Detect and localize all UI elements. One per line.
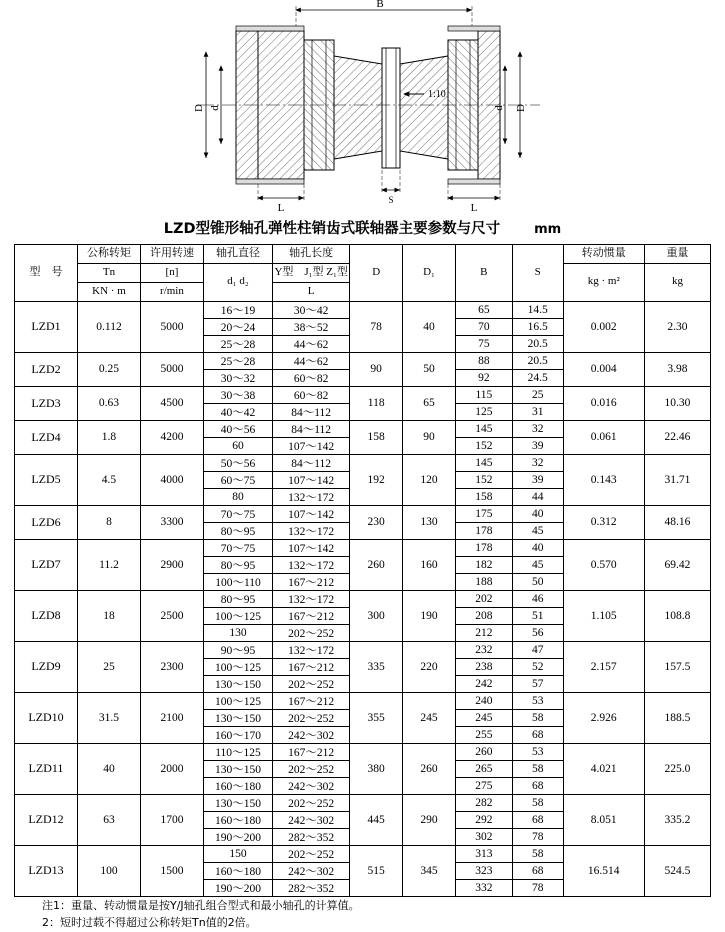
cell-bore-diameter: 40～42 (203, 403, 272, 420)
cell-S: 44 (512, 488, 563, 505)
cell-model: LZD11 (15, 743, 78, 794)
table-row (15, 301, 711, 318)
cell-speed: 5000 (140, 301, 203, 352)
cell-D1: 345 (403, 845, 456, 896)
cell-B: 232 (455, 641, 512, 658)
cell-S: 58 (512, 845, 563, 862)
cell-bore-length: 44～62 (273, 335, 350, 352)
cell-bore-diameter: 90～95 (203, 641, 272, 658)
cell-S: 47 (512, 641, 563, 658)
cell-B: 175 (455, 505, 512, 522)
table-row (15, 743, 711, 760)
cell-B: 158 (455, 488, 512, 505)
cell-bore-length: 202～252 (273, 845, 350, 862)
cell-model: LZD12 (15, 794, 78, 845)
note-line-1: 注1：重量、转动惯量是按Y/J轴孔组合型式和最小轴孔的计算值。 (42, 898, 360, 912)
cell-B: 238 (455, 658, 512, 675)
dim-label-D-left: D (193, 104, 205, 112)
cell-bore-diameter: 150 (203, 845, 272, 862)
cell-B: 92 (455, 369, 512, 386)
cell-S: 25 (512, 386, 563, 403)
cell-bore-length: 202～252 (273, 709, 350, 726)
cell-bore-diameter: 160～180 (203, 811, 272, 828)
cell-inertia: 4.021 (563, 743, 644, 794)
cell-bore-diameter: 30～38 (203, 386, 272, 403)
cell-torque: 8 (77, 505, 140, 539)
cell-B: 188 (455, 573, 512, 590)
cell-S: 46 (512, 590, 563, 607)
spec-table (14, 244, 711, 897)
cell-weight: 22.46 (644, 420, 710, 454)
cell-weight: 3.98 (644, 352, 710, 386)
header-bore-len: 轴孔长度 (273, 245, 350, 264)
coupling-drawing (0, 0, 725, 215)
cell-inertia: 0.061 (563, 420, 644, 454)
cell-D: 118 (350, 386, 403, 420)
cell-D: 445 (350, 794, 403, 845)
cell-weight: 225.0 (644, 743, 710, 794)
cell-S: 53 (512, 692, 563, 709)
cell-inertia: 0.143 (563, 454, 644, 505)
cell-torque: 0.112 (77, 301, 140, 352)
cell-speed: 4500 (140, 386, 203, 420)
table-header (15, 245, 711, 302)
cell-S: 78 (512, 879, 563, 896)
cell-torque: 0.63 (77, 386, 140, 420)
cell-torque: 11.2 (77, 539, 140, 590)
cell-B: 75 (455, 335, 512, 352)
cell-bore-length: 107～142 (273, 539, 350, 556)
cell-bore-diameter: 130～150 (203, 760, 272, 777)
table-row (15, 590, 711, 607)
cell-inertia: 0.002 (563, 301, 644, 352)
cell-S: 20.5 (512, 335, 563, 352)
page-title-unit: mm (534, 222, 562, 237)
cell-bore-diameter: 60 (203, 437, 272, 454)
cell-model: LZD3 (15, 386, 78, 420)
cell-B: 313 (455, 845, 512, 862)
cell-speed: 2500 (140, 590, 203, 641)
cell-bore-diameter: 40～56 (203, 420, 272, 437)
cell-S: 31 (512, 403, 563, 420)
cell-D: 260 (350, 539, 403, 590)
cell-D1: 50 (403, 352, 456, 386)
cell-bore-diameter: 25～28 (203, 352, 272, 369)
cell-B: 182 (455, 556, 512, 573)
cell-bore-length: 132～172 (273, 556, 350, 573)
cell-S: 57 (512, 675, 563, 692)
cell-weight: 188.5 (644, 692, 710, 743)
table-notes (0, 898, 725, 932)
cell-B: 65 (455, 301, 512, 318)
cell-bore-length: 107～142 (273, 471, 350, 488)
header-speed: 许用转速 (140, 245, 203, 264)
cell-S: 52 (512, 658, 563, 675)
cell-speed: 4200 (140, 420, 203, 454)
cell-B: 178 (455, 539, 512, 556)
cell-B: 245 (455, 709, 512, 726)
cell-B: 323 (455, 862, 512, 879)
cell-weight: 524.5 (644, 845, 710, 896)
cell-inertia: 8.051 (563, 794, 644, 845)
cell-bore-length: 60～82 (273, 369, 350, 386)
header-torque: 公称转矩 (77, 245, 140, 264)
cell-B: 145 (455, 420, 512, 437)
cell-bore-length: 242～302 (273, 777, 350, 794)
cell-bore-diameter: 80～95 (203, 590, 272, 607)
cell-torque: 1.8 (77, 420, 140, 454)
cell-D1: 220 (403, 641, 456, 692)
header-S: S (512, 245, 563, 302)
cell-B: 282 (455, 794, 512, 811)
header-speed-symbol: [n] (140, 263, 203, 282)
cell-bore-diameter: 80～95 (203, 522, 272, 539)
header-bore-len-symbol: L (273, 282, 350, 301)
dim-label-d1: d (209, 105, 221, 111)
table-row (15, 454, 711, 471)
header-bore-dia: 轴孔直径 (203, 245, 272, 264)
cell-B: 115 (455, 386, 512, 403)
cell-bore-length: 44～62 (273, 352, 350, 369)
cell-B: 178 (455, 522, 512, 539)
table-row (15, 845, 711, 862)
cell-weight: 31.71 (644, 454, 710, 505)
cell-bore-diameter: 190～200 (203, 879, 272, 896)
cell-bore-length: 38～52 (273, 318, 350, 335)
cell-B: 332 (455, 879, 512, 896)
cell-inertia: 0.312 (563, 505, 644, 539)
cell-speed: 5000 (140, 352, 203, 386)
cell-speed: 4000 (140, 454, 203, 505)
header-inertia-unit: kg · m² (563, 263, 644, 301)
cell-bore-diameter: 130 (203, 624, 272, 641)
cell-weight: 108.8 (644, 590, 710, 641)
cell-B: 292 (455, 811, 512, 828)
cell-bore-length: 242～302 (273, 862, 350, 879)
cell-bore-diameter: 70～75 (203, 505, 272, 522)
cell-S: 68 (512, 862, 563, 879)
cell-bore-length: 282～352 (273, 828, 350, 845)
cell-B: 125 (455, 403, 512, 420)
cell-S: 58 (512, 794, 563, 811)
cell-model: LZD5 (15, 454, 78, 505)
cell-speed: 2300 (140, 641, 203, 692)
cell-B: 265 (455, 760, 512, 777)
cell-D: 158 (350, 420, 403, 454)
cell-speed: 1500 (140, 845, 203, 896)
header-inertia: 转动惯量 (563, 245, 644, 264)
cell-bore-length: 167～212 (273, 743, 350, 760)
cell-S: 68 (512, 811, 563, 828)
cell-speed: 2100 (140, 692, 203, 743)
cell-speed: 1700 (140, 794, 203, 845)
cell-inertia: 2.157 (563, 641, 644, 692)
cell-S: 45 (512, 522, 563, 539)
cell-bore-diameter: 80 (203, 488, 272, 505)
cell-bore-diameter: 130～150 (203, 794, 272, 811)
cell-model: LZD2 (15, 352, 78, 386)
cell-bore-diameter: 110～125 (203, 743, 272, 760)
cell-weight: 48.16 (644, 505, 710, 539)
cell-bore-diameter: 30～32 (203, 369, 272, 386)
cell-B: 70 (455, 318, 512, 335)
cell-weight: 10.30 (644, 386, 710, 420)
header-torque-unit: KN · m (77, 282, 140, 301)
coupling-drawing-svg (0, 0, 725, 215)
cell-bore-diameter: 50～56 (203, 454, 272, 471)
cell-bore-diameter: 25～28 (203, 335, 272, 352)
cell-inertia: 16.514 (563, 845, 644, 896)
cell-bore-length: 282～352 (273, 879, 350, 896)
dim-label-L-right: L (470, 202, 478, 214)
cell-weight: 157.5 (644, 641, 710, 692)
cell-D: 78 (350, 301, 403, 352)
cell-bore-diameter: 130～150 (203, 709, 272, 726)
cell-S: 58 (512, 760, 563, 777)
cell-model: LZD13 (15, 845, 78, 896)
cell-D1: 290 (403, 794, 456, 845)
cell-D1: 260 (403, 743, 456, 794)
cell-S: 40 (512, 505, 563, 522)
dim-label-d2: d (493, 105, 505, 111)
dim-label-S: S (388, 195, 394, 205)
cell-torque: 0.25 (77, 352, 140, 386)
cell-D: 515 (350, 845, 403, 896)
cell-bore-length: 84～112 (273, 403, 350, 420)
cell-S: 68 (512, 726, 563, 743)
cell-bore-diameter: 100～125 (203, 607, 272, 624)
cell-speed: 2000 (140, 743, 203, 794)
cell-speed: 2900 (140, 539, 203, 590)
taper-label: 1:10 (428, 89, 446, 100)
cell-S: 32 (512, 420, 563, 437)
table-row (15, 539, 711, 556)
cell-bore-length: 107～142 (273, 437, 350, 454)
cell-S: 50 (512, 573, 563, 590)
cell-D: 230 (350, 505, 403, 539)
cell-D: 380 (350, 743, 403, 794)
cell-D1: 160 (403, 539, 456, 590)
cell-D: 355 (350, 692, 403, 743)
cell-weight: 69.42 (644, 539, 710, 590)
cell-S: 32 (512, 454, 563, 471)
cell-D1: 130 (403, 505, 456, 539)
cell-bore-length: 132～172 (273, 641, 350, 658)
cell-inertia: 1.105 (563, 590, 644, 641)
cell-B: 275 (455, 777, 512, 794)
note-line-2: 2：短时过载不得超过公称转矩Tn值的2倍。 (42, 916, 257, 930)
cell-S: 58 (512, 709, 563, 726)
cell-S: 45 (512, 556, 563, 573)
table-row (15, 641, 711, 658)
cell-D: 300 (350, 590, 403, 641)
cell-torque: 100 (77, 845, 140, 896)
header-D1: D₁ (403, 245, 456, 302)
cell-B: 152 (455, 471, 512, 488)
cell-bore-length: 167～212 (273, 658, 350, 675)
table-row (15, 352, 711, 369)
header-torque-symbol: Tn (77, 263, 140, 282)
cell-bore-diameter: 100～125 (203, 658, 272, 675)
cell-bore-length: 30～42 (273, 301, 350, 318)
cell-D1: 65 (403, 386, 456, 420)
header-weight-unit: kg (644, 263, 710, 301)
cell-B: 208 (455, 607, 512, 624)
cell-D: 90 (350, 352, 403, 386)
cell-S: 14.5 (512, 301, 563, 318)
cell-bore-diameter: 130～150 (203, 675, 272, 692)
cell-inertia: 0.016 (563, 386, 644, 420)
cell-bore-diameter: 16～19 (203, 301, 272, 318)
cell-bore-length: 202～252 (273, 675, 350, 692)
cell-B: 240 (455, 692, 512, 709)
cell-D1: 190 (403, 590, 456, 641)
cell-bore-length: 60～82 (273, 386, 350, 403)
cell-bore-diameter: 60～75 (203, 471, 272, 488)
cell-bore-length: 167～212 (273, 607, 350, 624)
cell-B: 260 (455, 743, 512, 760)
cell-bore-length: 84～112 (273, 454, 350, 471)
cell-bore-length: 132～172 (273, 590, 350, 607)
cell-torque: 31.5 (77, 692, 140, 743)
page-title-text: LZD型锥形轴孔弹性柱销齿式联轴器主要参数与尺寸 (163, 221, 501, 237)
cell-S: 16.5 (512, 318, 563, 335)
cell-torque: 4.5 (77, 454, 140, 505)
table-row (15, 505, 711, 522)
cell-S: 68 (512, 777, 563, 794)
dim-label-B: B (376, 0, 384, 10)
table-row (15, 692, 711, 709)
cell-B: 152 (455, 437, 512, 454)
cell-D: 335 (350, 641, 403, 692)
cell-inertia: 0.004 (563, 352, 644, 386)
cell-S: 39 (512, 471, 563, 488)
cell-model: LZD9 (15, 641, 78, 692)
cell-bore-length: 202～252 (273, 760, 350, 777)
cell-weight: 2.30 (644, 301, 710, 352)
cell-bore-length: 242～302 (273, 811, 350, 828)
cell-inertia: 0.570 (563, 539, 644, 590)
cell-bore-diameter: 160～180 (203, 862, 272, 879)
header-B: B (455, 245, 512, 302)
cell-bore-length: 132～172 (273, 522, 350, 539)
cell-model: LZD6 (15, 505, 78, 539)
header-model: 型 号 (15, 245, 78, 302)
cell-torque: 25 (77, 641, 140, 692)
cell-bore-diameter: 20～24 (203, 318, 272, 335)
cell-B: 202 (455, 590, 512, 607)
header-speed-unit: r/min (140, 282, 203, 301)
cell-bore-length: 202～252 (273, 624, 350, 641)
cell-S: 24.5 (512, 369, 563, 386)
cell-S: 56 (512, 624, 563, 641)
cell-bore-length: 132～172 (273, 488, 350, 505)
cell-bore-diameter: 80～95 (203, 556, 272, 573)
cell-bore-length: 167～212 (273, 692, 350, 709)
cell-bore-diameter: 160～180 (203, 777, 272, 794)
table-body (15, 301, 711, 896)
cell-bore-diameter: 190～200 (203, 828, 272, 845)
dim-label-D-right: D (515, 104, 527, 112)
cell-B: 88 (455, 352, 512, 369)
cell-model: LZD4 (15, 420, 78, 454)
header-bore-dia-symbol: d₁ d₂ (203, 263, 272, 301)
cell-D1: 40 (403, 301, 456, 352)
header-weight: 重量 (644, 245, 710, 264)
cell-B: 212 (455, 624, 512, 641)
cell-bore-diameter: 160～170 (203, 726, 272, 743)
cell-S: 40 (512, 539, 563, 556)
cell-S: 53 (512, 743, 563, 760)
cell-model: LZD1 (15, 301, 78, 352)
header-D: D (350, 245, 403, 302)
table-row (15, 794, 711, 811)
cell-D1: 120 (403, 454, 456, 505)
dim-label-L-left: L (277, 202, 285, 214)
cell-torque: 40 (77, 743, 140, 794)
cell-bore-length: 167～212 (273, 573, 350, 590)
cell-D: 192 (350, 454, 403, 505)
cell-S: 78 (512, 828, 563, 845)
table-row (15, 386, 711, 403)
cell-B: 255 (455, 726, 512, 743)
header-bore-len-types: Y型 J₁型 Z₁型 (273, 263, 350, 282)
cell-weight: 335.2 (644, 794, 710, 845)
cell-bore-length: 242～302 (273, 726, 350, 743)
cell-torque: 18 (77, 590, 140, 641)
cell-B: 242 (455, 675, 512, 692)
cell-speed: 3300 (140, 505, 203, 539)
cell-bore-diameter: 70～75 (203, 539, 272, 556)
cell-bore-diameter: 100～125 (203, 692, 272, 709)
cell-model: LZD7 (15, 539, 78, 590)
cell-B: 145 (455, 454, 512, 471)
cell-bore-diameter: 100～110 (203, 573, 272, 590)
cell-torque: 63 (77, 794, 140, 845)
cell-inertia: 2.926 (563, 692, 644, 743)
cell-bore-length: 107～142 (273, 505, 350, 522)
cell-S: 20.5 (512, 352, 563, 369)
cell-bore-length: 202～252 (273, 794, 350, 811)
cell-S: 51 (512, 607, 563, 624)
cell-D1: 90 (403, 420, 456, 454)
cell-bore-length: 84～112 (273, 420, 350, 437)
cell-model: LZD10 (15, 692, 78, 743)
table-row (15, 420, 711, 437)
cell-B: 302 (455, 828, 512, 845)
cell-D1: 245 (403, 692, 456, 743)
page-title (0, 215, 725, 244)
cell-S: 39 (512, 437, 563, 454)
cell-model: LZD8 (15, 590, 78, 641)
